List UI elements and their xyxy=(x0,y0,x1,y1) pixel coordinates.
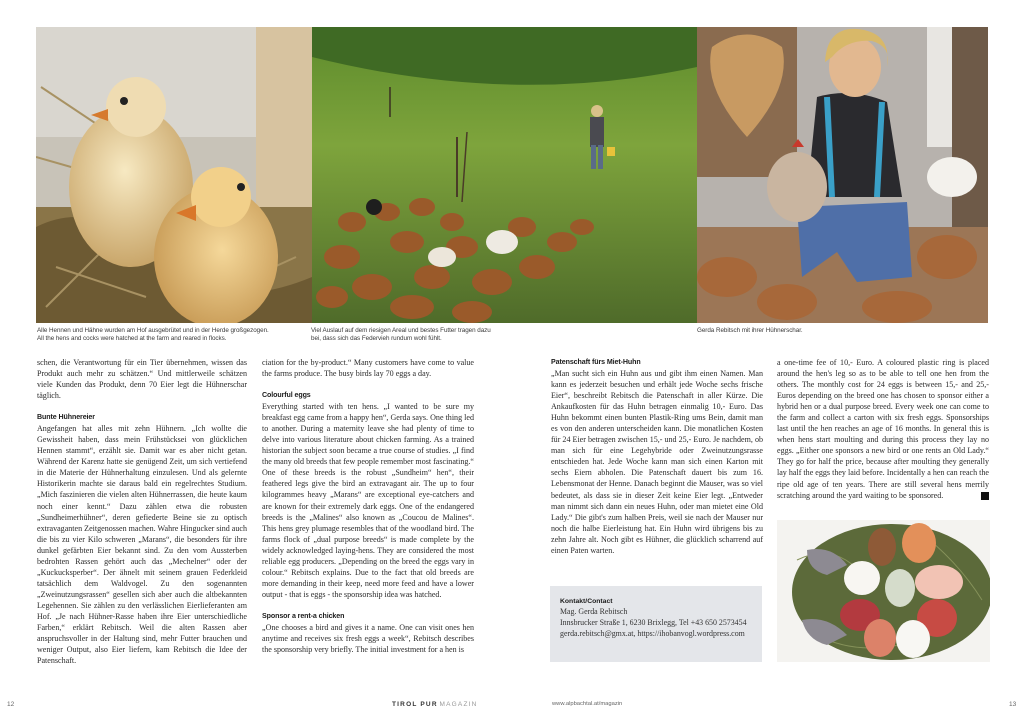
brand-light: MAGAZIN xyxy=(439,701,478,708)
article-column-3 xyxy=(551,357,763,556)
portrait-image xyxy=(697,27,988,323)
magazine-url[interactable]: www.alpbachtal.at/magazin xyxy=(552,701,623,707)
paragraph: schen, die Verantwortung für ein Tier übernehmen, wissen das Produkt auch mehr zu schätzen.“ Und mittlerweile schätzen viele Kunden das Produkt, denn 70 Eier legt die Hühnerschar täglich. xyxy=(37,358,247,401)
photo-field xyxy=(312,27,697,323)
end-of-article-mark-icon xyxy=(981,492,989,500)
caption-chicks xyxy=(37,327,307,343)
caption-chicks-de: Alle Hennen und Hähne wurden am Hof ausgebrütet und in der Herde großgezogen. xyxy=(37,327,269,334)
article-column-4 xyxy=(777,357,989,501)
section-heading: Bunte Hühnereier xyxy=(37,413,95,422)
photo-chicks xyxy=(36,27,312,323)
field-image xyxy=(312,27,697,323)
paragraph: „Man sucht sich ein Huhn aus und gibt ihm einen Namen. Man kann es jederzeit besuchen und erhält jede Woche sechs frische Eier“, beschreibt Rebitsch die Patenschaft in aller Kürze. Die Ankaufkosten für das Huhn betragen einmalig 10,- Euro. Das Huhn bekommt einen bunten Plastik-Ring ums Bein, damit man es von den anderen unterscheiden kann. Die monatlichen Kosten für 24 Eier betragen zwischen 15,- und 25,- Euro. Je nachdem, ob man sich für eine Legehybride oder Zweinutzungsrasse entschieden hat. Jede Woche kann man sich einen Karton mit sechs Eiern abholen. Die Patenschaft dauert bis zum 16. Lebensmonat der Henne. Danach beginnt die Mauser, was so viel bedeutet, als dass sie in dieser Zeit keine Eier legt. „Entweder man nimmt sich dann ein neues Huhn, oder man mietet eine Old Lady.“ Die gibt's zum halben Preis, weil sie nach der Mauser nur noch die halbe Eierleistung hat. Ein Huhn wird übrigens bis zu zehn Jahre alt. Noch gibt es Hühner, die glücklich scharrend auf einen Paten warten. xyxy=(551,369,763,555)
contact-heading: Kontakt/Contact xyxy=(560,598,613,605)
contact-name: Mag. Gerda Rebitsch xyxy=(560,607,628,616)
section-heading: Sponsor a rent-a chicken xyxy=(262,611,345,620)
paragraph-text: a one-time fee of 10,- Euro. A coloured plastic ring is placed around the hen's leg so as to be able to tell one hen from the others. The monthly cost for 24 eggs is between 15,- and 25,- Euros depending on the breed one has chosen to sponsor either a hybrid hen or a dual purpose breed. Every week one can come to the farm and collect a carton with six fresh eggs. Sponsorships last until the hen reaches an age of 16 months. In general this is when hens start moulting and during this process they lay no eggs. „Either one sponsors a new bird or one rents an Old Lady.“ They go for half the price, because after moulting they generally lay half the eggs they laid before. Incidentally a hen can reach the ripe old age of ten years. There are still several hens merrily scratching around the yard waiting to be sponsored. xyxy=(777,358,989,500)
contact-web: gerda.rebitsch@gmx.at, https://ihobanvogl.wordpress.com xyxy=(560,628,745,638)
article-column-2 xyxy=(262,357,474,655)
paragraph: Everything started with ten hens. „I wanted to be sure my breakfast egg came from a happy hen“, Gerda says. One thing led to another. During a maternity leave she had plenty of time to delve into various literature about chicken farming. As a trained historian the subject soon became a true course of studies. „I find the many old breeds that few people remember most fascinating.“ One of these breeds is the robust „Sundheim“ hen“, their feathered legs give the bird an extravagant air. The up to four kilogrammes heavy „Marans“ are exceptional eye-catchers and are known for their extremely dark eggs. One of the endangered breeds is the „Malines“ also known as „Coucou de Malines“. This hens grey plumage resembles that of the woodland bird. The farms flock of „dual purpose breeds“ is made complete by the widely acknowledged laying-hens. They are considered the most reliable egg producers. „Depending on the breed the eggs vary in colour.“ Rebitsch explains. Due to the fact that old breeds are more demanding in their keep, need more feed and have a lower output - that is eggs - the sponsorship idea was hatched. xyxy=(262,402,474,599)
paragraph xyxy=(777,357,989,501)
paragraph: Angefangen hat alles mit zehn Hühnern. „Ich wollte die Gewissheit haben, dass mein Frühstücksei von glücklichen Hennen stammt“, erzählt sie. Damit war es aber nicht getan. Während der Karenz hatte sie genügend Zeit, um sich vertiefend in die Materie der Hühnerhaltung einzulesen. Und als gelernte Historikerin machte sie daraus bald ein regelrechtes Studium. „Mich faszinieren die vielen alten Hühnerrassen, die heute kaum noch einer kennt.“ Dazu zählen etwa die robusten „Sundheimerhühner“, deren gefiederte Beine sie zu optisch extravaganten Zeitgenossen machen. Wahre Hingucker sind auch die bis zu vier Kilo schweren „Marans“, die besonders für ihre dunkel gefärbten Eier bekannt sind. Zu den vom Aussterben bedrohten Rassen gehört auch das „Mechelner“ oder der „Kuckucksperber“. Der ähnelt mit seinem grauen Federkleid tatsächlich dem Waldvogel. Zu den sogenannten „Zweinutzungsrassen“ gesellen sich aber auch die altbekannten Legehennen. Sie zählen zu den verlässlichen Eierlieferanten am Hof. „Je nach Hühner-Rasse haben ihre Eier unterschiedliche Farben,“ erklärt Rebitsch. Weil die alten Rassen aber anspruchsvoller in der Haltung sind, mehr Futter brauchen und weniger Output, also Eier liefern, kam Rebitsch die Idee der Patenschaft. xyxy=(37,424,247,666)
brand-bold: TIROL PUR xyxy=(392,701,438,708)
eggs-image xyxy=(777,520,990,662)
page-number-left: 12 xyxy=(7,701,15,708)
paragraph: ciation for the by-product.“ Many customers have come to value the farms produce. The busy birds lay 70 eggs a day. xyxy=(262,358,474,379)
section-heading: Patenschaft fürs Miet-Huhn xyxy=(551,358,641,366)
paragraph: „One chooses a bird and gives it a name. One can visit ones hen anytime and receives six fresh eggs a week“, Rebitsch describes the sponsorship very briefly. The initial investment for a hen is xyxy=(262,622,474,655)
photo-eggs xyxy=(777,520,990,662)
photo-portrait xyxy=(697,27,988,323)
contact-address: Innsbrucker Straße 1, 6230 Brixlegg, Tel +43 650 2573454 xyxy=(560,617,747,627)
contact-box xyxy=(550,586,762,662)
magazine-brand xyxy=(392,701,478,708)
caption-chicks-en: All the hens and cocks were hatched at the farm and reared in flocks. xyxy=(37,335,227,343)
article-column-1 xyxy=(37,357,247,666)
caption-portrait: Gerda Rebitsch mit ihrer Hühnerschar. xyxy=(697,327,803,334)
page-number-right: 13 xyxy=(1009,701,1017,708)
section-heading: Colourful eggs xyxy=(262,391,311,400)
chicks-image xyxy=(36,27,312,323)
caption-field: Viel Auslauf auf dem riesigen Areal und bestes Futter tragen dazu bei, dass sich das Federvieh rundum wohl fühlt. xyxy=(311,327,491,343)
